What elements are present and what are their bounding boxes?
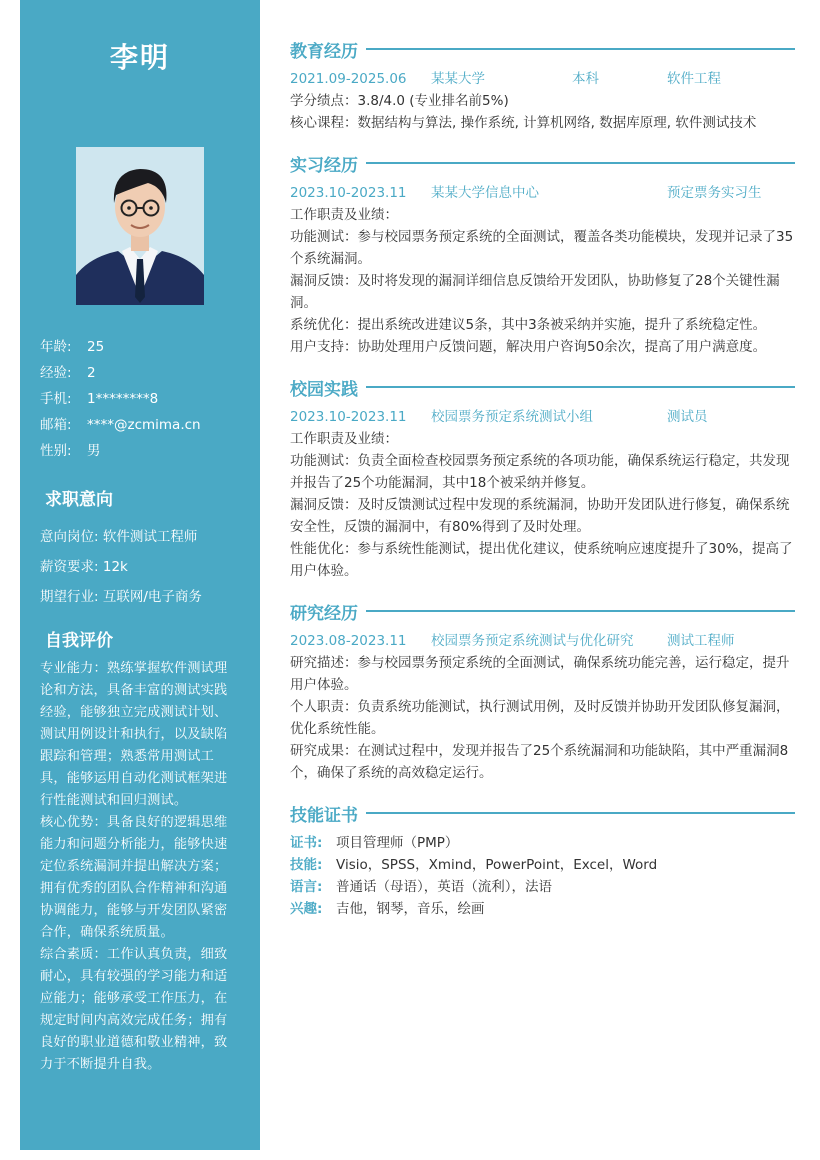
skills-section <box>290 800 795 920</box>
section-divider <box>366 162 795 164</box>
text-line: 工作职责及业绩： <box>290 431 398 447</box>
basic-info <box>40 334 201 464</box>
campus-meta <box>290 406 795 428</box>
campus-section <box>290 374 795 582</box>
section-header <box>290 374 795 400</box>
skill-language: 语言: 普通话（母语），英语（流利），法语 <box>290 879 552 895</box>
research-section <box>290 598 795 784</box>
organization: 校园票务预定系统测试小组 <box>431 409 593 425</box>
text-line: 个人职责：负责系统功能测试，执行测试用例，及时反馈并协助开发团队修复漏洞，优化系统性能。 <box>290 699 790 737</box>
text-line: 漏洞反馈：及时将发现的漏洞详细信息反馈给开发团队，协助修复了28个关键性漏洞。 <box>290 273 780 311</box>
skill-tools: 技能: Visio，SPSS，Xmind，PowerPoint，Excel，Word <box>290 857 658 873</box>
education-courses: 核心课程：数据结构与算法, 操作系统, 计算机网络, 数据库原理, 软件测试技术 <box>290 115 757 131</box>
self-eval-title: 自我评价 <box>45 631 113 651</box>
intent-title: 求职意向 <box>45 490 113 510</box>
sidebar <box>20 0 260 1150</box>
portrait-illustration <box>76 147 204 305</box>
section-header <box>290 150 795 176</box>
intent-salary: 薪资要求: 12k <box>40 559 128 575</box>
info-email: 邮箱: ****@zcmima.cn <box>40 417 201 433</box>
major: 软件工程 <box>667 71 721 87</box>
education-meta <box>290 68 795 90</box>
internship-meta <box>290 182 795 204</box>
education-section <box>290 36 795 134</box>
intent-industry: 期望行业: 互联网/电子商务 <box>40 589 202 605</box>
text-line: 用户支持：协助处理用户反馈问题，解决用户咨询50余次，提高了用户满意度。 <box>290 339 767 355</box>
degree: 本科 <box>572 71 599 87</box>
text-line: 工作职责及业绩： <box>290 207 398 223</box>
skills-list <box>290 832 795 920</box>
project-name: 校园票务预定系统测试与优化研究 <box>431 633 634 649</box>
section-title: 研究经历 <box>290 603 358 624</box>
section-divider <box>366 610 795 612</box>
section-header <box>290 598 795 624</box>
date-range: 2023.10-2023.11 <box>290 185 407 201</box>
info-phone: 手机: 1********8 <box>40 391 159 407</box>
section-header <box>290 36 795 62</box>
info-age: 年龄: 25 <box>40 339 105 355</box>
role: 测试工程师 <box>667 633 735 649</box>
research-meta <box>290 630 795 652</box>
school: 某某大学 <box>431 71 485 87</box>
eval-paragraph: 专业能力：熟练掌握软件测试理论和方法，具备丰富的测试实践经验，能够独立完成测试计划、测试用例设计和执行，以及缺陷跟踪和管理；熟悉常用测试工具，能够运用自动化测试框架进行性能测试和回归测试。 <box>40 661 228 808</box>
intent-position: 意向岗位: 软件测试工程师 <box>40 529 198 545</box>
organization: 某某大学信息中心 <box>431 185 539 201</box>
info-gender: 性别: 男 <box>40 443 101 459</box>
section-title: 教育经历 <box>290 41 358 62</box>
role: 测试员 <box>667 409 708 425</box>
date-range: 2023.08-2023.11 <box>290 633 407 649</box>
section-header <box>290 800 795 826</box>
text-line: 研究描述：参与校园票务预定系统的全面测试，确保系统功能完善，运行稳定，提升用户体验。 <box>290 655 790 693</box>
info-experience: 经验: 2 <box>40 365 96 381</box>
eval-paragraph: 综合素质：工作认真负责，细致耐心，具有较强的学习能力和适应能力；能够承受工作压力，在规定时间内高效完成任务；拥有良好的职业道德和敬业精神，致力于不断提升自我。 <box>40 947 228 1072</box>
skill-interests: 兴趣: 吉他，钢琴，音乐，绘画 <box>290 901 485 917</box>
eval-paragraph: 核心优势：具备良好的逻辑思维能力和问题分析能力，能够快速定位系统漏洞并提出解决方案；拥有优秀的团队合作精神和沟通协调能力，能够与开发团队紧密合作，确保系统质量。 <box>40 815 228 940</box>
date-range: 2021.09-2025.06 <box>290 71 407 87</box>
candidate-name: 李明 <box>109 41 170 74</box>
section-title: 校园实践 <box>290 379 358 400</box>
section-divider <box>366 48 795 50</box>
text-line: 性能优化：参与系统性能测试，提出优化建议，使系统响应速度提升了30%，提高了用户体验。 <box>290 541 793 579</box>
avatar-photo <box>76 147 204 305</box>
skill-certificate: 证书: 项目管理师（PMP） <box>290 835 459 851</box>
date-range: 2023.10-2023.11 <box>290 409 407 425</box>
main-content <box>290 36 795 920</box>
role: 预定票务实习生 <box>667 185 762 201</box>
job-intent <box>40 522 202 612</box>
section-title: 技能证书 <box>290 805 358 826</box>
section-title: 实习经历 <box>290 155 358 176</box>
text-line: 功能测试：参与校园票务预定系统的全面测试，覆盖各类功能模块，发现并记录了35个系统漏洞。 <box>290 229 794 267</box>
section-divider <box>366 386 795 388</box>
text-line: 漏洞反馈：及时反馈测试过程中发现的系统漏洞，协助开发团队进行修复，确保系统安全性，反馈的漏洞中，有80%得到了及时处理。 <box>290 497 790 535</box>
self-evaluation <box>40 658 240 1076</box>
section-divider <box>366 812 795 814</box>
internship-section <box>290 150 795 358</box>
education-gpa: 学分绩点：3.8/4.0 (专业排名前5%) <box>290 93 509 109</box>
text-line: 研究成果：在测试过程中，发现并报告了25个系统漏洞和功能缺陷，其中严重漏洞8个，确保了系统的高效稳定运行。 <box>290 743 789 781</box>
text-line: 系统优化：提出系统改进建议5条，其中3条被采纳并实施，提升了系统稳定性。 <box>290 317 767 333</box>
text-line: 功能测试：负责全面检查校园票务预定系统的各项功能，确保系统运行稳定，共发现并报告了25个功能漏洞，其中18个被采纳并修复。 <box>290 453 790 491</box>
